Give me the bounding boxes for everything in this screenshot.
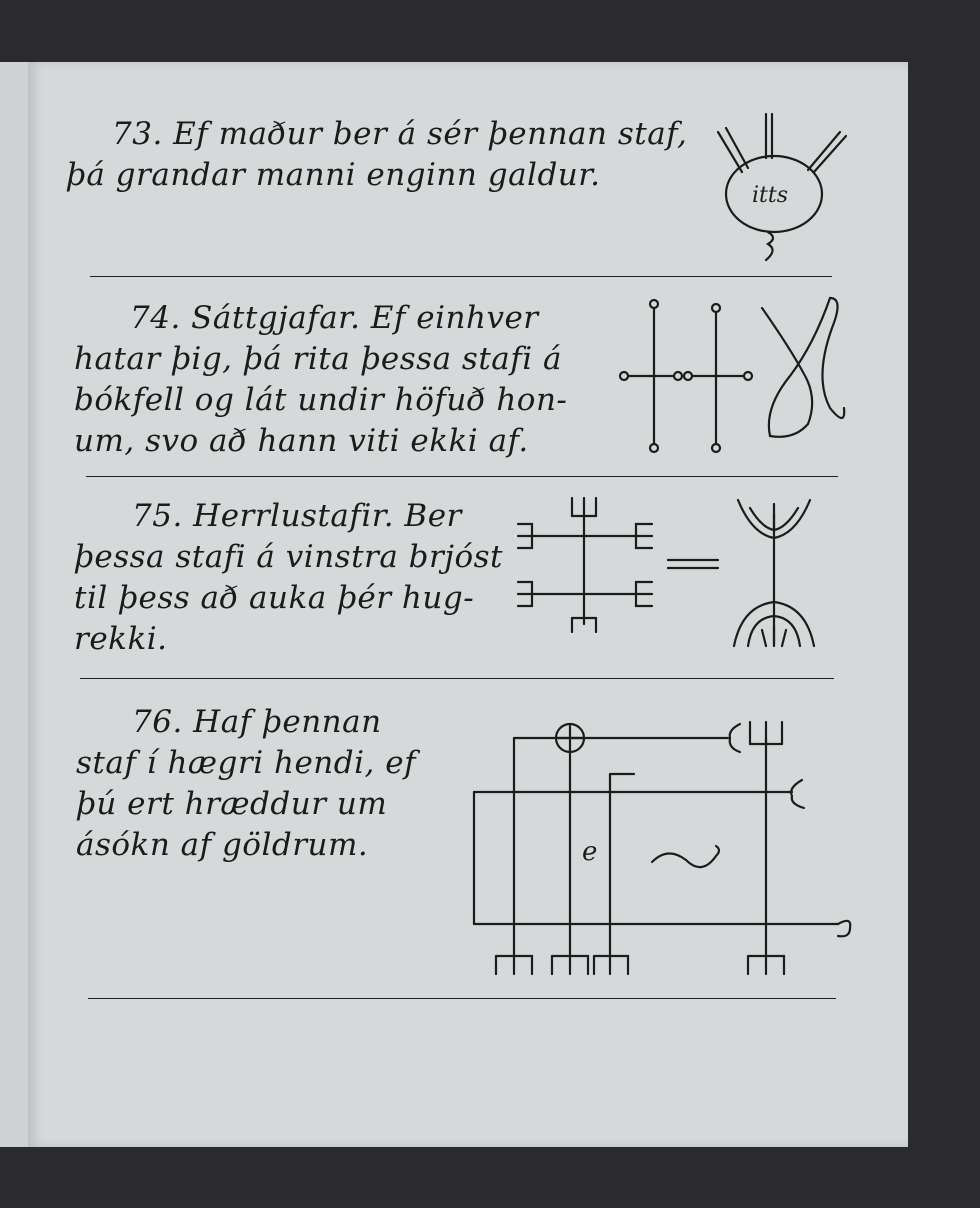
text-line: 75. Herrlustafir. Ber [132, 498, 462, 534]
entry-75-text [74, 496, 503, 660]
text-line: 73. Ef maður ber á sér þennan staf, [112, 116, 688, 152]
stave-76-label: e [582, 837, 598, 867]
divider-line [86, 476, 838, 477]
entry-73-text [66, 114, 687, 196]
text-line: hatar þig, þá rita þessa stafi á [74, 341, 562, 377]
text-line: ásókn af göldrum. [76, 827, 369, 863]
text-line: rekki. [74, 621, 168, 657]
text-line: þú ert hræddur um [76, 786, 388, 822]
divider-line [80, 678, 834, 679]
text-line: þá grandar manni enginn galdur. [66, 157, 601, 193]
stave-76-icon [472, 716, 872, 986]
divider-line [90, 276, 832, 277]
text-line: um, svo að hann viti ekki af. [74, 423, 529, 459]
text-line: 76. Haf þennan [132, 704, 382, 740]
divider-line [88, 998, 836, 999]
manuscript-page [28, 62, 908, 1147]
text-line: þessa stafi á vinstra brjóst [74, 539, 503, 575]
stave-74-icon [614, 288, 854, 458]
text-line: 74. Sáttgjafar. Ef einhver [130, 300, 539, 336]
entry-76-text [76, 702, 416, 866]
stave-73-label: itts [752, 183, 789, 208]
text-line: staf í hægri hendi, ef [76, 745, 417, 781]
entry-74-text [74, 298, 567, 462]
stave-75-icon [512, 494, 832, 654]
text-line: til þess að auka þér hug- [74, 580, 475, 616]
stave-73-icon [708, 110, 858, 270]
text-line: bókfell og lát undir höfuð hon- [74, 382, 568, 418]
